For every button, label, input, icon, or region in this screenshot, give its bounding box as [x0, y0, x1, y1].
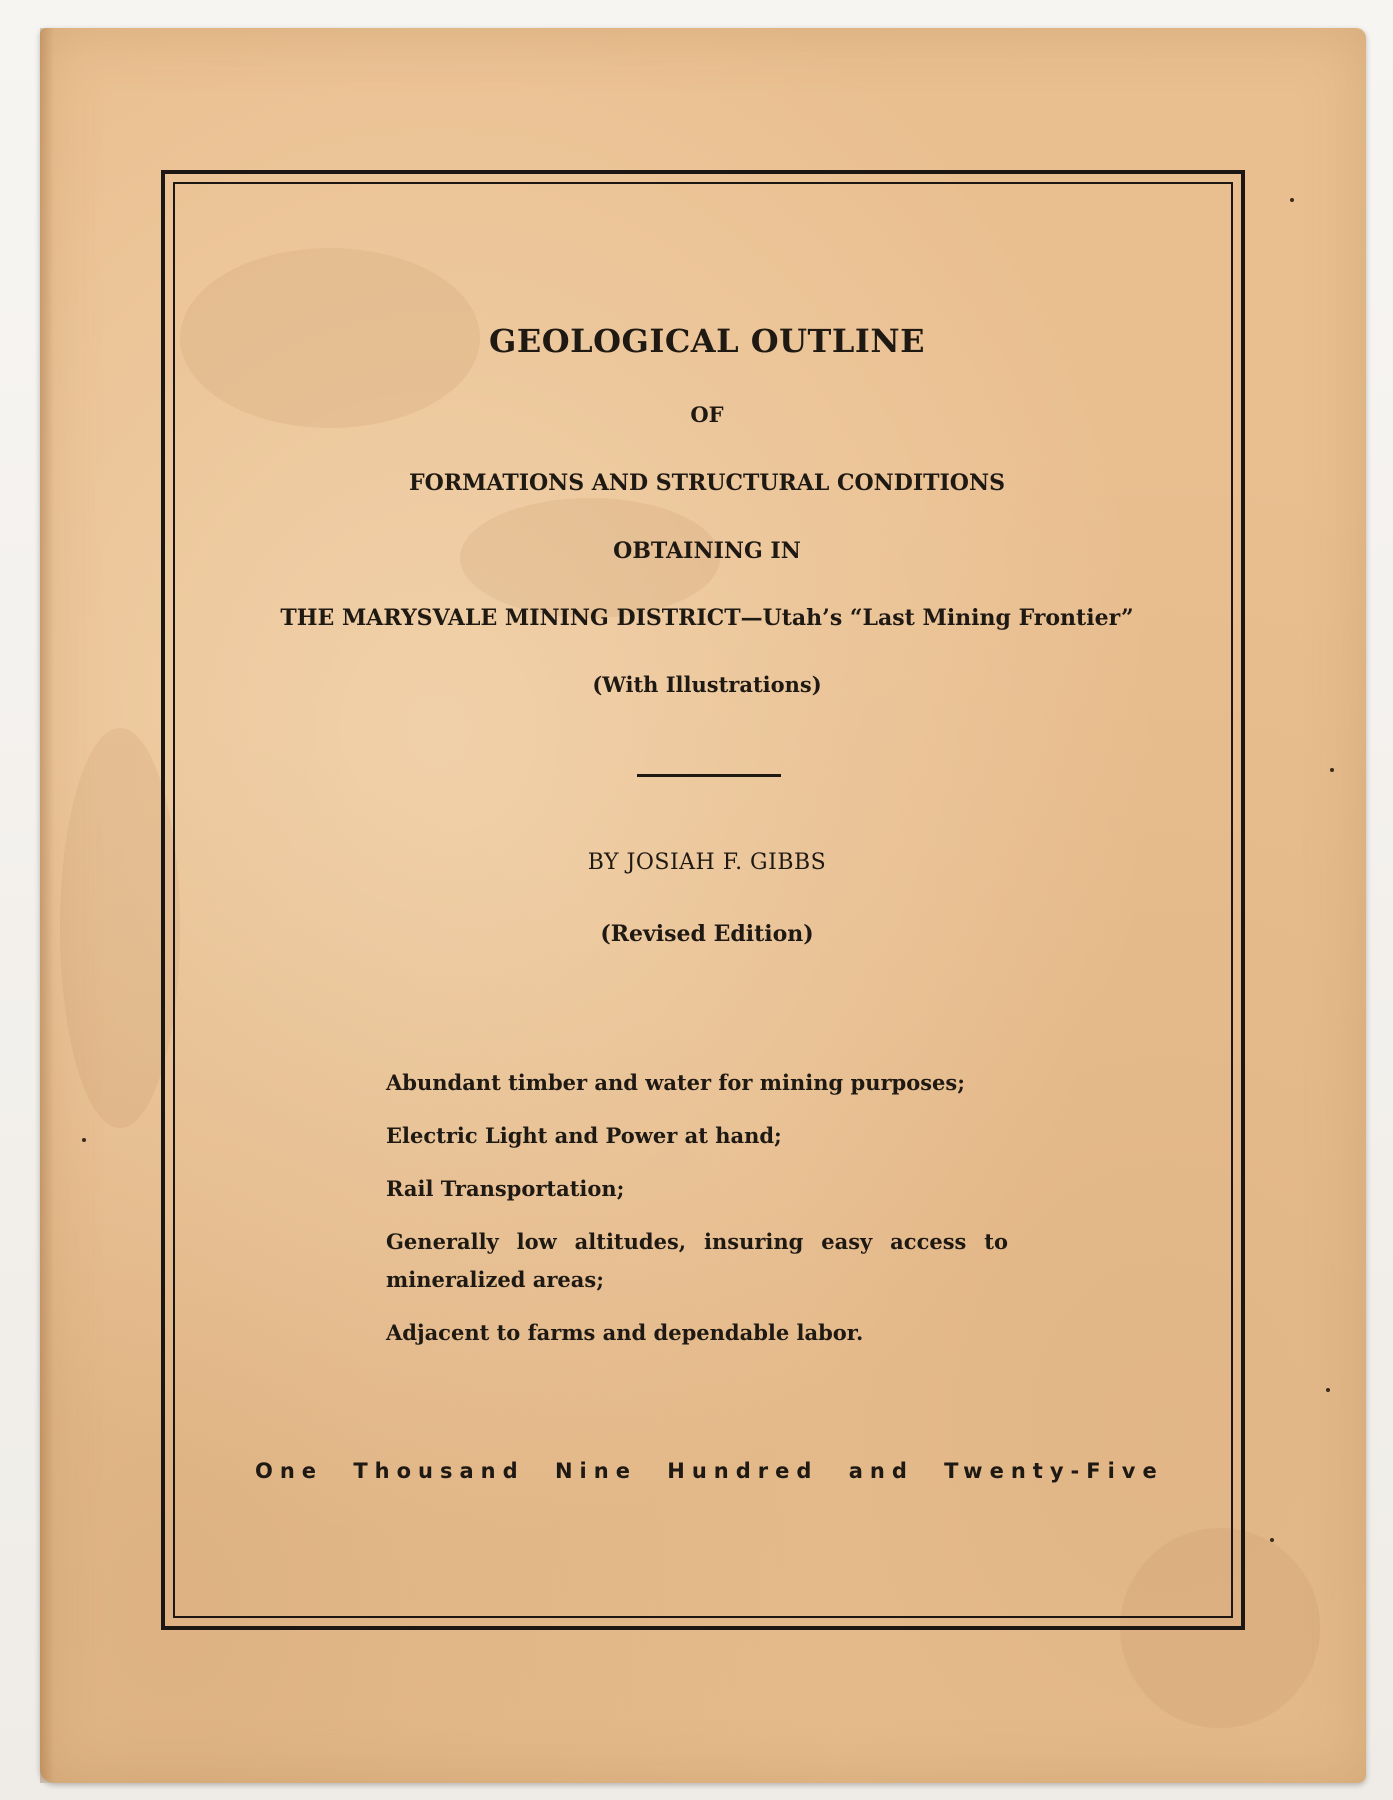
cover-content	[165, 174, 1249, 1634]
cover-of: OF	[690, 402, 724, 427]
feature-item: Adjacent to farms and dependable labor.	[386, 1320, 864, 1345]
publication-year: One Thousand Nine Hundred and Twenty-Five	[255, 1459, 1164, 1483]
speck	[82, 1138, 86, 1142]
feature-item: Electric Light and Power at hand;	[386, 1123, 782, 1148]
feature-item: Rail Transportation;	[386, 1176, 625, 1201]
cover-title: GEOLOGICAL OUTLINE	[489, 322, 925, 360]
speck	[1270, 1538, 1274, 1542]
spine-edge	[40, 28, 54, 1783]
feature-list	[386, 1064, 1008, 1367]
speck	[1330, 768, 1334, 772]
feature-item: Generally low altitudes, insuring easy access to mineralized areas;	[386, 1229, 1008, 1292]
cover-illustrations-note: (With Illustrations)	[592, 672, 822, 697]
cover-border	[161, 170, 1245, 1630]
pamphlet-cover	[40, 28, 1366, 1783]
cover-author: BY JOSIAH F. GIBBS	[587, 850, 827, 875]
divider-rule	[637, 774, 781, 777]
cover-district: THE MARYSVALE MINING DISTRICT—Utah’s “Last Mining Frontier”	[280, 605, 1134, 631]
speck	[1290, 198, 1294, 202]
cover-subtitle-obtaining: OBTAINING IN	[613, 538, 801, 564]
feature-item: Abundant timber and water for mining purposes;	[386, 1070, 965, 1095]
cover-subtitle-formations: FORMATIONS AND STRUCTURAL CONDITIONS	[409, 470, 1005, 496]
cover-edition: (Revised Edition)	[600, 921, 814, 947]
speck	[1326, 1388, 1330, 1392]
